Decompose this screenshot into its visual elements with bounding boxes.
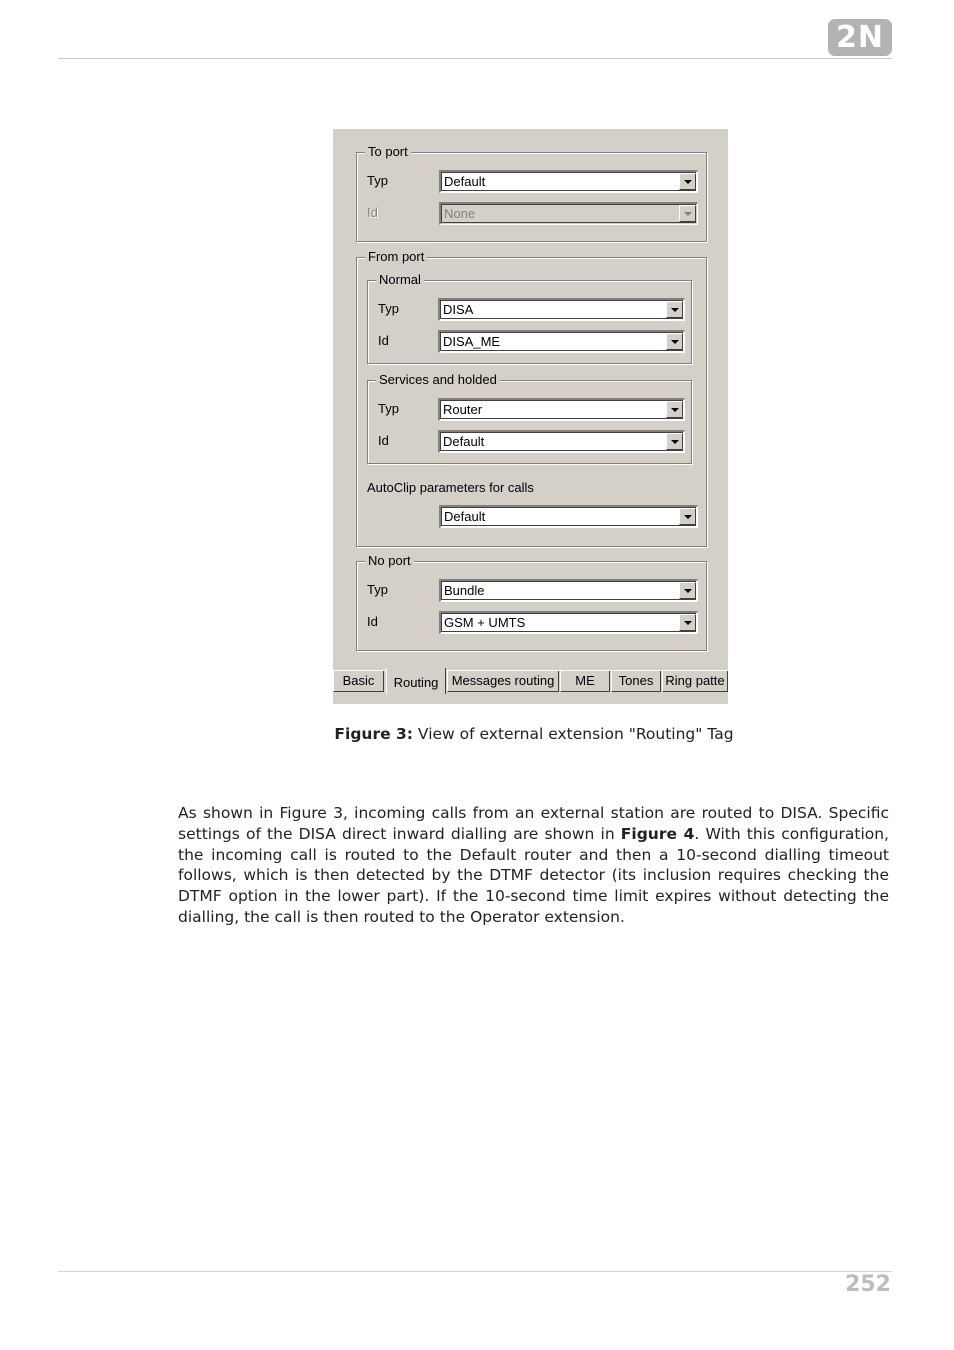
tab-basic[interactable]: Basic (333, 671, 384, 692)
to-port-typ-label: Typ (367, 173, 388, 188)
autoclip-label: AutoClip parameters for calls (367, 480, 534, 495)
header-rule (58, 58, 892, 59)
figure-caption (0, 724, 954, 744)
chevron-down-icon[interactable] (666, 401, 683, 418)
to-port-group (356, 144, 707, 242)
page-number: 252 (845, 1272, 891, 1297)
to-port-id-label: Id (367, 205, 378, 220)
services-typ-value: Router (443, 402, 483, 417)
tab-strip (333, 668, 728, 704)
services-id-value: Default (443, 434, 485, 449)
normal-id-label: Id (378, 333, 389, 348)
services-id-select[interactable] (438, 430, 685, 453)
chevron-down-icon (679, 205, 696, 222)
normal-id-select[interactable] (438, 330, 685, 353)
no-port-title: No port (365, 553, 414, 569)
figure-4-reference: Figure 4 (620, 824, 695, 843)
to-port-id-value: None (444, 206, 476, 221)
tab-messages-routing[interactable]: Messages routing (447, 671, 559, 692)
no-port-group (356, 553, 707, 651)
no-port-typ-select[interactable] (439, 579, 698, 602)
to-port-id-select (439, 202, 698, 225)
chevron-down-icon[interactable] (666, 433, 683, 450)
services-group (367, 372, 692, 464)
tab-me[interactable]: ME (560, 671, 610, 692)
autoclip-value: Default (444, 509, 486, 524)
body-paragraph (178, 803, 889, 928)
normal-typ-select[interactable] (438, 298, 685, 321)
to-port-typ-select[interactable] (439, 170, 698, 193)
no-port-typ-value: Bundle (444, 583, 485, 598)
no-port-id-value: GSM + UMTS (444, 615, 526, 630)
brand-logo: 2N (828, 19, 892, 56)
tab-routing[interactable]: Routing (386, 668, 446, 694)
chevron-down-icon[interactable] (666, 301, 683, 318)
services-typ-select[interactable] (438, 398, 685, 421)
normal-typ-label: Typ (378, 301, 399, 316)
footer-rule (58, 1271, 892, 1272)
normal-group (367, 272, 692, 364)
figure-caption-text: View of external extension "Routing" Tag (413, 725, 734, 743)
normal-typ-value: DISA (443, 302, 474, 317)
paragraph-part-2: . With this configuration, the incoming call is routed to the Default router and then a 10-second dialling timeout follows, which is then detected by the DTMF detector (its inclusion requires checking the DTMF option in the lower part). If the 10-second time limit expires without detecting the dialling, the call is then routed to the Operator extension. (178, 824, 889, 926)
chevron-down-icon[interactable] (679, 582, 696, 599)
no-port-typ-label: Typ (367, 582, 388, 597)
paragraph-part-1: As shown in Figure 3, incoming calls from an external station are routed to DISA. Specific settings of the DISA direct inward dialling are shown in (178, 804, 889, 843)
services-id-label: Id (378, 433, 389, 448)
no-port-id-label: Id (367, 614, 378, 629)
normal-id-value: DISA_ME (443, 334, 501, 349)
chevron-down-icon[interactable] (666, 333, 683, 350)
figure-label: Figure 3: (334, 725, 413, 743)
tab-ring-patterns[interactable]: Ring patte (662, 671, 728, 692)
from-port-title: From port (365, 249, 427, 265)
to-port-title: To port (365, 144, 411, 160)
to-port-typ-value: Default (444, 174, 486, 189)
chevron-down-icon[interactable] (679, 173, 696, 190)
services-typ-label: Typ (378, 401, 399, 416)
services-title: Services and holded (376, 372, 500, 388)
routing-dialog (332, 128, 728, 704)
autoclip-select[interactable] (439, 505, 698, 528)
chevron-down-icon[interactable] (679, 508, 696, 525)
tab-tones[interactable]: Tones (611, 671, 661, 692)
chevron-down-icon[interactable] (679, 614, 696, 631)
no-port-id-select[interactable] (439, 611, 698, 634)
normal-title: Normal (376, 272, 424, 288)
from-port-group (356, 249, 707, 547)
